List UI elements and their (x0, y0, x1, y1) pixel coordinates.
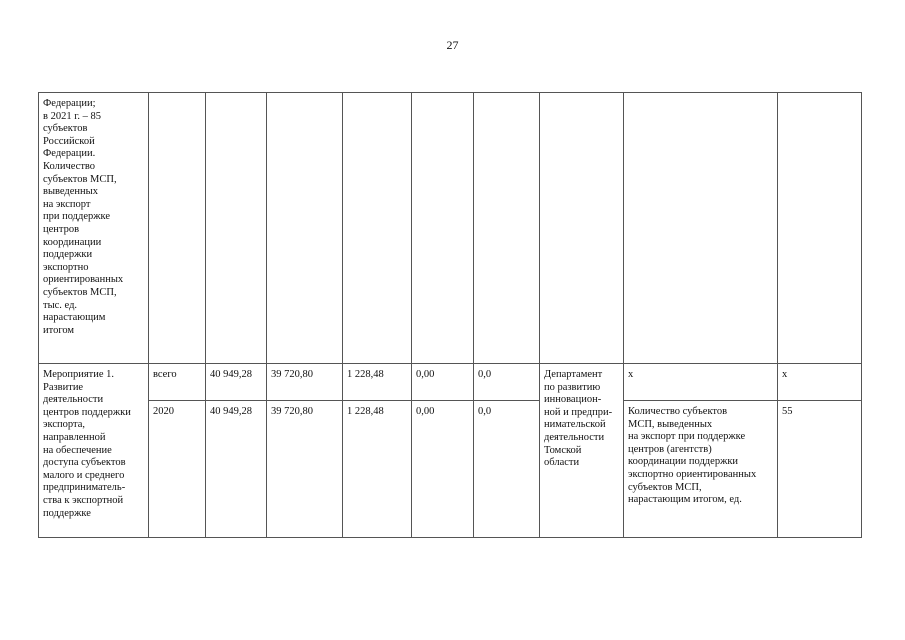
table-row (39, 401, 862, 538)
empty-cell (267, 93, 343, 364)
empty-cell (540, 93, 624, 364)
empty-cell (474, 93, 540, 364)
measure-name-cell: Мероприятие 1. Развитие деятельности центров поддержки экспорта, направленной на обеспечение доступа субъектов малого и среднего предприниматель- ства к экспортной поддержке (39, 364, 149, 538)
period-cell: всего (149, 364, 206, 401)
empty-cell (624, 93, 778, 364)
regional-budget-cell: 1 228,48 (343, 364, 412, 401)
regional-budget-cell: 1 228,48 (343, 401, 412, 538)
page-number: 27 (446, 38, 459, 52)
indicator-value-cell: 55 (778, 401, 862, 538)
federal-budget-cell: 39 720,80 (267, 364, 343, 401)
goal-continuation-cell: Федерации; в 2021 г. – 85 субъектов Российской Федерации. Количество субъектов МСП, выведенных на экспорт при поддержке центров координации поддержки экспортно ориентированных субъектов МСП, тыс. ед. нарастающим итогом (39, 93, 149, 364)
empty-cell (206, 93, 267, 364)
empty-cell (412, 93, 474, 364)
total-cell: 40 949,28 (206, 364, 267, 401)
federal-budget-cell: 39 720,80 (267, 401, 343, 538)
executor-cell: Департамент по развитию инновацион- ной и предпри- нимательской деятельности Томской области (540, 364, 624, 538)
measures-table (38, 92, 862, 538)
indicator-value-cell: х (778, 364, 862, 401)
local-budget-cell: 0,00 (412, 364, 474, 401)
other-sources-cell: 0,0 (474, 364, 540, 401)
table-row (39, 93, 862, 364)
local-budget-cell: 0,00 (412, 401, 474, 538)
empty-cell (343, 93, 412, 364)
empty-cell (778, 93, 862, 364)
period-cell: 2020 (149, 401, 206, 538)
total-cell: 40 949,28 (206, 401, 267, 538)
other-sources-cell: 0,0 (474, 401, 540, 538)
table-row (39, 364, 862, 401)
empty-cell (149, 93, 206, 364)
indicator-cell: х (624, 364, 778, 401)
indicator-cell: Количество субъектов МСП, выведенных на экспорт при поддержке центров (агентств) координации поддержки экспортно ориентированных субъектов МСП, нарастающим итогом, ед. (624, 401, 778, 538)
